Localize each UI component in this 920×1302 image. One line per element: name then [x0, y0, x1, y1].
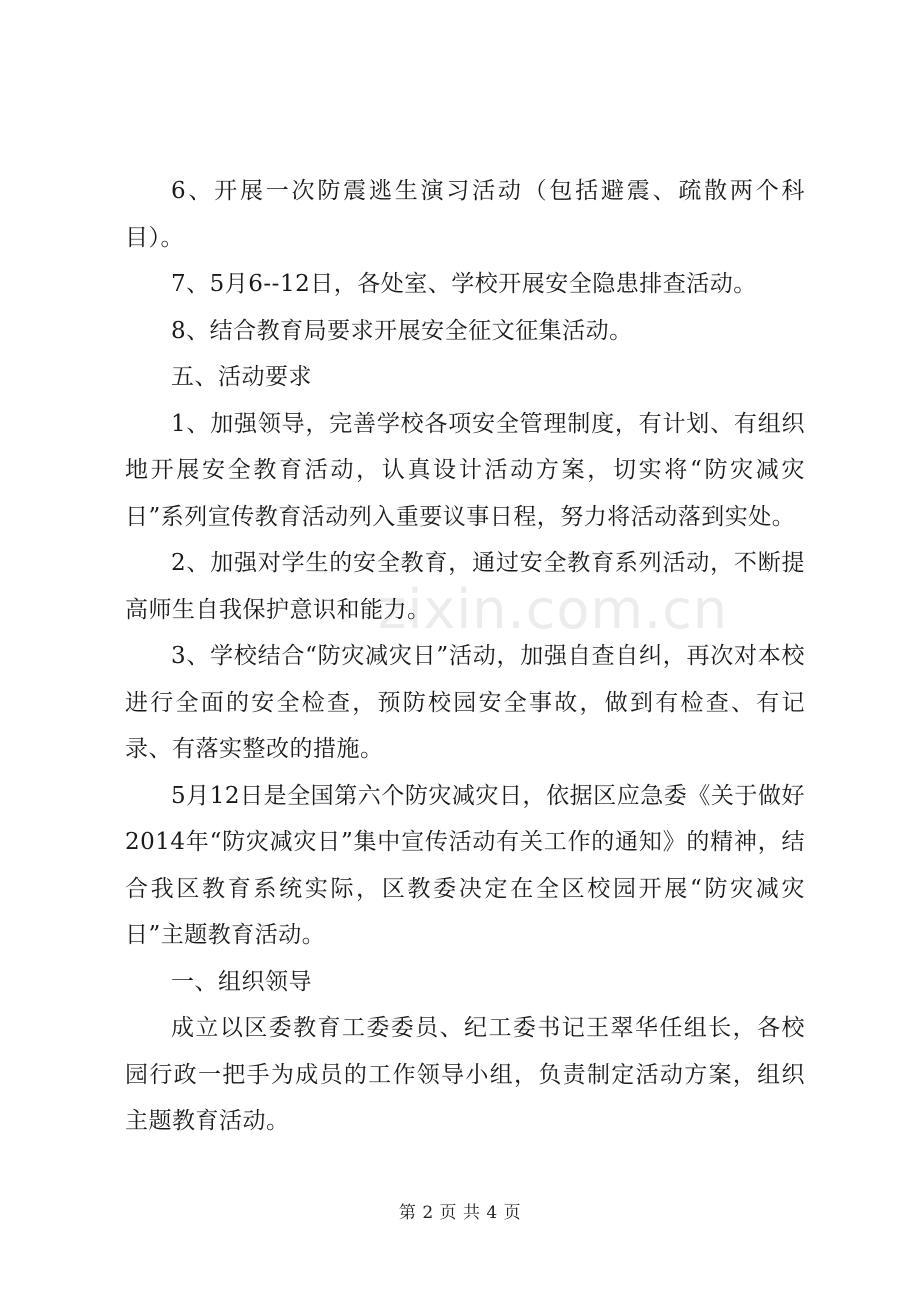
- section-heading-organization: 一、组织领导: [171, 968, 312, 995]
- requirement-item-1: 1、加强领导，完善学校各项安全管理制度，有计划、有组织地开展安全教育活动，认真设计活动方案，切实将“防灾减灾日”系列宣传教育活动列入重要议事日程，努力将活动落到实处。: [125, 410, 805, 530]
- paragraph-item-7: 7、5月6--12日，各处室、学校开展安全隐患排查活动。: [171, 271, 757, 297]
- requirement-item-3: 3、学校结合“防灾减灾日”活动，加强自查自纠，再次对本校进行全面的安全检查，预防校园安全事故，做到有检查、有记录、有落实整改的措施。: [125, 643, 805, 762]
- section-heading-requirements: 五、活动要求: [171, 364, 312, 390]
- paragraph-item-8: 8、结合教育局要求开展安全征文征集活动。: [171, 317, 633, 344]
- page-number-footer: 第 2 页 共 4 页: [398, 1203, 522, 1223]
- paragraph-item-6: 6、开展一次防震逃生演习活动（包括避震、疏散两个科目）。: [125, 178, 805, 251]
- organization-paragraph: 成立以区委教育工委委员、纪工委书记王翠华任组长，各校园行政一把手为成员的工作领导小组，负责制定活动方案，组织主题教育活动。: [125, 1015, 805, 1134]
- watermark: zixin.com.cn: [378, 578, 729, 641]
- requirement-item-2: 2、加强对学生的安全教育，通过安全教育系列活动，不断提高师生自我保护意识和能力。: [125, 550, 805, 623]
- intro-paragraph: 5月12日是全国第六个防灾减灾日，依据区应急委《关于做好2014年“防灾减灾日”集中宣传活动有关工作的通知》的精神，结合我区教育系统实际，区教委决定在全区校园开展“防灾减灾日”主题教育活动。: [125, 782, 805, 948]
- document-body: [125, 168, 805, 1145]
